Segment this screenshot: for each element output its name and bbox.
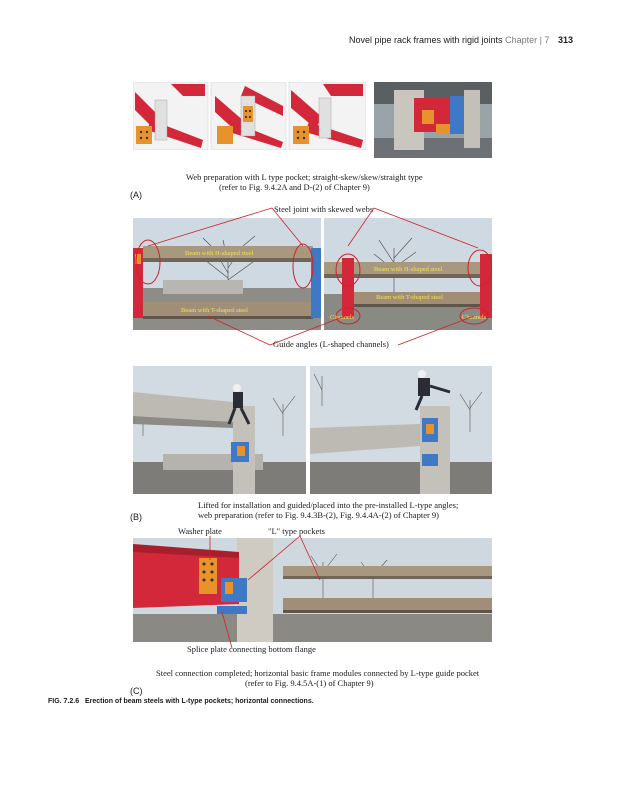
panel-c-label: (C) xyxy=(130,686,143,696)
label-beam-h-left: Beam with H-shaped steel xyxy=(185,250,254,257)
label-beam-h-right: Beam with H-shaped steel xyxy=(374,266,443,273)
caption-a-line1: Web preparation with L type pocket; straight-skew/skew/straight type xyxy=(186,172,423,182)
page-number: 313 xyxy=(557,35,573,45)
callout-skewed-webs: Steel joint with skewed webs xyxy=(274,204,374,214)
label-beam-t-right: Beam with T-shaped steel xyxy=(376,294,443,301)
callout-l-pockets: "L" type pockets xyxy=(268,526,325,536)
chapter-label: Chapter | 7 xyxy=(505,35,550,45)
caption-b-line1: Lifted for installation and guided/placed into the pre-installed L-type angles; xyxy=(198,500,459,510)
figure-caption xyxy=(48,698,314,705)
callout-washer-plate: Washer plate xyxy=(178,526,222,536)
label-beam-t-left: Beam with T-shaped steel xyxy=(181,307,248,314)
caption-a-line2: (refer to Fig. 9.4.2A and D-(2) of Chapter 9) xyxy=(219,182,370,192)
panel-a-label: (A) xyxy=(130,190,142,200)
caption-c-line1: Steel connection completed; horizontal basic frame modules connected by L-type guide pocket xyxy=(156,668,480,678)
label-channels-left: Channels xyxy=(330,314,355,321)
running-title: Novel pipe rack frames with rigid joints xyxy=(349,35,503,45)
callout-splice-plate: Splice plate connecting bottom flange xyxy=(187,644,316,654)
figure-number: FIG. 7.2.6 xyxy=(48,698,80,705)
panel-b-label: (B) xyxy=(130,512,142,522)
label-channels-right: Channels xyxy=(462,314,487,321)
caption-b-line2: web preparation (refer to Fig. 9.4.3B-(2), Fig. 9.4.4A-(2) of Chapter 9) xyxy=(198,510,440,520)
callout-guide-angles: Guide angles (L-shaped channels) xyxy=(273,339,389,349)
caption-c-line2: (refer to Fig. 9.4.5A-(1) of Chapter 9) xyxy=(245,678,374,688)
figure-caption-text: Erection of beam steels with L-type pockets; horizontal connections. xyxy=(84,698,314,705)
